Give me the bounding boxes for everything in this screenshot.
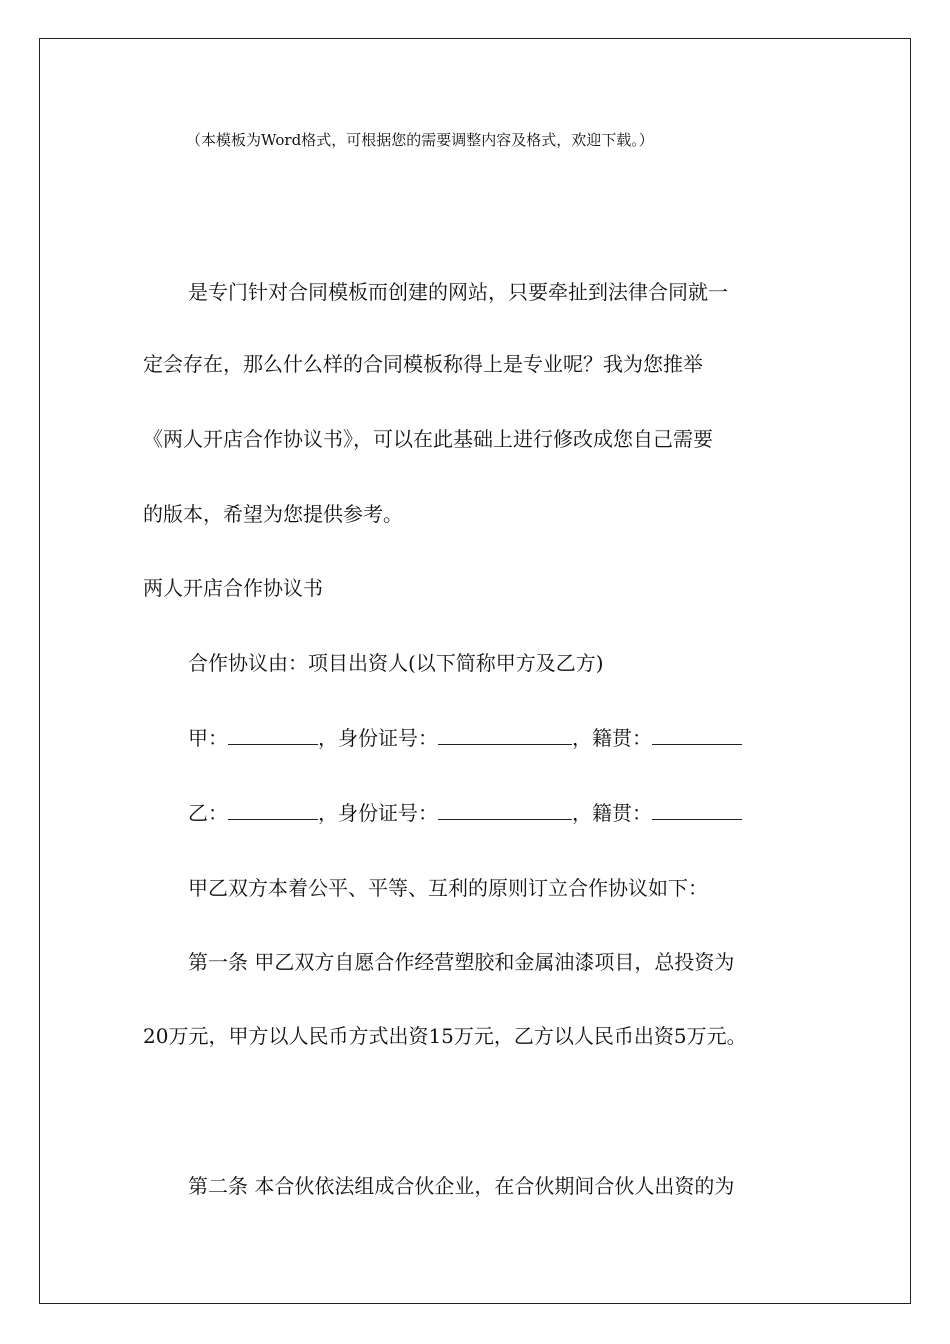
party-a-label: 甲： — [188, 726, 228, 750]
party-a-origin-label: ，籍贯： — [572, 726, 652, 750]
party-b-origin-field[interactable] — [652, 801, 742, 820]
party-b-id-field[interactable] — [438, 801, 572, 820]
party-a-line — [188, 726, 742, 750]
template-note: （本模板为Word格式，可根据您的需要调整内容及格式，欢迎下载。） — [186, 131, 654, 149]
party-b-origin-label: ，籍贯： — [572, 801, 652, 825]
intro-line-2: 定会存在，那么什么样的合同模板称得上是专业呢？我为您推举 — [143, 352, 703, 376]
party-b-line — [188, 801, 742, 825]
party-a-id-field[interactable] — [438, 726, 572, 745]
party-a-name-field[interactable] — [228, 726, 318, 745]
intro-line-3: 《两人开店合作协议书》，可以在此基础上进行修改成您自己需要 — [143, 427, 713, 451]
article-1-line-2: 20万元，甲方以人民币方式出资15万元，乙方以人民币出资5万元。 — [143, 1024, 747, 1048]
preamble: 合作协议由：项目出资人(以下简称甲方及乙方) — [188, 651, 604, 675]
party-a-id-label: ，身份证号： — [318, 726, 438, 750]
article-1-line-1: 第一条 甲乙双方自愿合作经营塑胶和金属油漆项目，总投资为 — [188, 950, 735, 974]
intro-line-4: 的版本，希望为您提供参考。 — [143, 502, 403, 526]
document-title: 两人开店合作协议书 — [143, 576, 323, 600]
intro-line-1: 是专门针对合同模板而创建的网站，只要牵扯到法律合同就一 — [188, 280, 728, 304]
party-b-name-field[interactable] — [228, 801, 318, 820]
party-a-origin-field[interactable] — [652, 726, 742, 745]
party-b-label: 乙： — [188, 801, 228, 825]
article-2-line-1: 第二条 本合伙依法组成合伙企业，在合伙期间合伙人出资的为 — [188, 1174, 735, 1198]
party-b-id-label: ，身份证号： — [318, 801, 438, 825]
principle-statement: 甲乙双方本着公平、平等、互利的原则订立合作协议如下： — [188, 876, 708, 900]
